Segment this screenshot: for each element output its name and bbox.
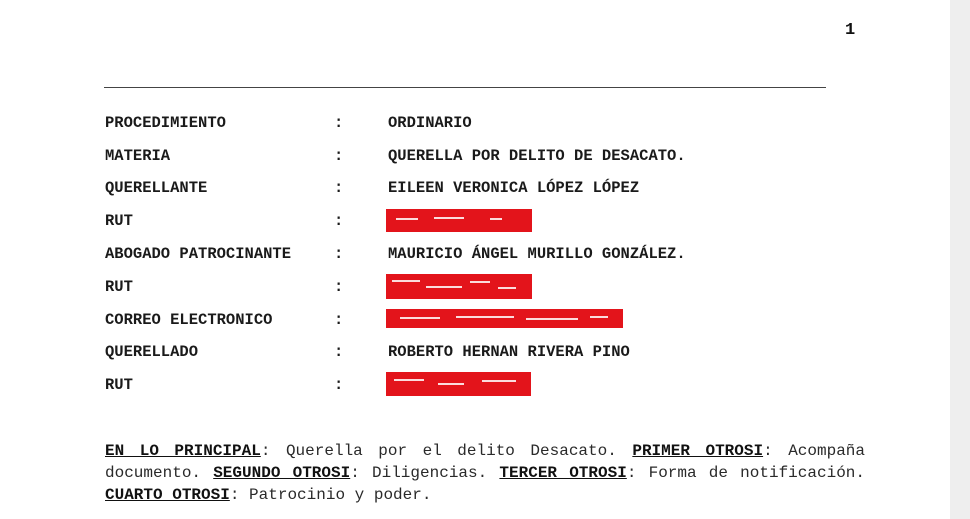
field-row-querellante bbox=[0, 179, 950, 199]
field-row-procedimiento bbox=[0, 114, 950, 134]
header-rule bbox=[104, 87, 826, 88]
summary-text-cuarto-otrosi: : Patrocinio y poder. bbox=[229, 486, 432, 504]
field-label: RUT bbox=[105, 212, 133, 230]
field-row-materia bbox=[0, 147, 950, 167]
summary-text-principal: : Querella por el delito Desacato. bbox=[260, 442, 633, 460]
summary-text-primer-otrosi: : Acompaña documento. bbox=[105, 442, 865, 482]
field-row-rut-abogado bbox=[0, 278, 950, 298]
field-row-abogado bbox=[0, 245, 950, 265]
field-value: EILEEN VERONICA LÓPEZ LÓPEZ bbox=[388, 179, 640, 197]
field-value: ORDINARIO bbox=[388, 114, 472, 132]
page-number: 1 bbox=[845, 21, 856, 40]
field-value: QUERELLA POR DELITO DE DESACATO. bbox=[388, 147, 686, 165]
summary-text-segundo-otrosi: : Diligencias. bbox=[350, 464, 500, 482]
field-label: CORREO ELECTRONICO bbox=[105, 311, 273, 329]
field-colon: : bbox=[334, 311, 344, 329]
field-label: RUT bbox=[105, 278, 133, 296]
field-label: RUT bbox=[105, 376, 133, 394]
redaction-block bbox=[386, 309, 623, 328]
summary-heading-primer-otrosi: PRIMER OTROSI bbox=[632, 442, 764, 460]
summary-heading-principal: EN LO PRINCIPAL bbox=[105, 442, 261, 460]
field-colon: : bbox=[334, 212, 344, 230]
redaction-block bbox=[386, 209, 532, 232]
field-label: QUERELLANTE bbox=[105, 179, 208, 197]
field-row-rut-querellado bbox=[0, 376, 950, 396]
summary-heading-cuarto-otrosi: CUARTO OTROSI bbox=[105, 486, 230, 504]
field-colon: : bbox=[334, 179, 344, 197]
field-row-correo bbox=[0, 311, 950, 331]
field-colon: : bbox=[334, 114, 344, 132]
field-label: QUERELLADO bbox=[105, 343, 199, 361]
field-value: ROBERTO HERNAN RIVERA PINO bbox=[388, 343, 630, 361]
field-row-rut-querellante bbox=[0, 212, 950, 232]
field-row-querellado bbox=[0, 343, 950, 363]
field-colon: : bbox=[334, 343, 344, 361]
field-colon: : bbox=[334, 376, 344, 394]
summary-text-tercer-otrosi: : Forma de notificación. bbox=[626, 464, 865, 482]
field-value: MAURICIO ÁNGEL MURILLO GONZÁLEZ. bbox=[388, 245, 686, 263]
field-colon: : bbox=[334, 278, 344, 296]
field-label: ABOGADO PATROCINANTE bbox=[105, 245, 292, 263]
field-colon: : bbox=[334, 245, 344, 263]
redaction-block bbox=[386, 274, 532, 299]
field-label: MATERIA bbox=[105, 147, 171, 165]
summary-heading-segundo-otrosi: SEGUNDO OTROSI bbox=[213, 464, 351, 482]
field-label: PROCEDIMIENTO bbox=[105, 114, 226, 132]
field-colon: : bbox=[334, 147, 344, 165]
summary-heading-tercer-otrosi: TERCER OTROSI bbox=[499, 464, 627, 482]
page-gutter bbox=[950, 0, 970, 519]
redaction-block bbox=[386, 372, 531, 396]
summary-paragraph bbox=[105, 440, 865, 506]
